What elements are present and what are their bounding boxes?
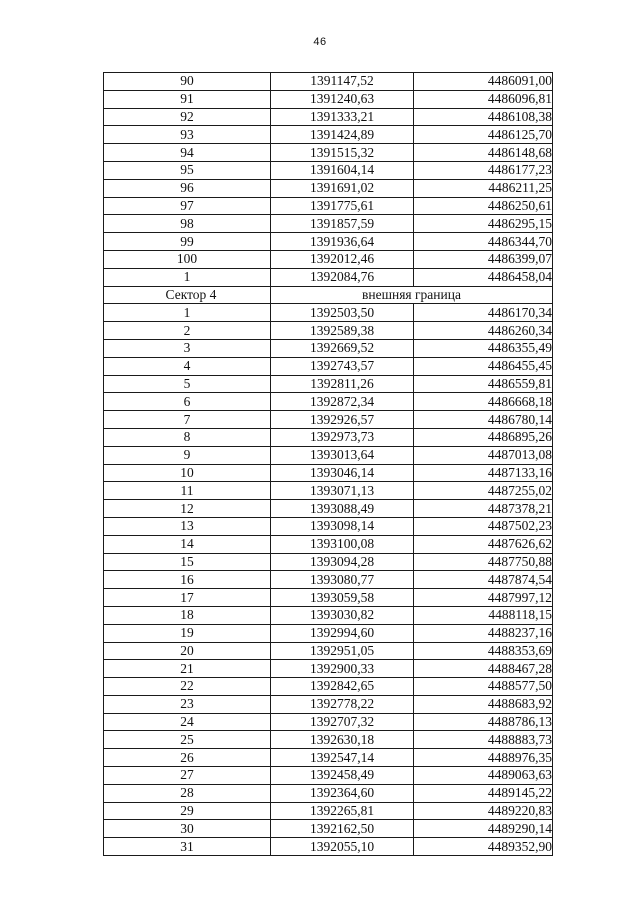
x-coordinate-cell: 1391691,02	[271, 179, 414, 197]
y-coordinate-cell: 4486458,04	[414, 268, 553, 286]
x-coordinate-cell: 1391333,21	[271, 108, 414, 126]
point-number-cell: 10	[104, 464, 271, 482]
x-coordinate-cell: 1392900,33	[271, 660, 414, 678]
point-number-cell: 98	[104, 215, 271, 233]
point-number-cell: 92	[104, 108, 271, 126]
x-coordinate-cell: 1391775,61	[271, 197, 414, 215]
table-row	[104, 268, 553, 286]
x-coordinate-cell: 1392973,73	[271, 428, 414, 446]
table-row	[104, 197, 553, 215]
point-number-cell: 23	[104, 695, 271, 713]
x-coordinate-cell: 1391936,64	[271, 233, 414, 251]
x-coordinate-cell: 1393094,28	[271, 553, 414, 571]
point-number-cell: 31	[104, 838, 271, 856]
y-coordinate-cell: 4487378,21	[414, 500, 553, 518]
table-row	[104, 660, 553, 678]
table-row	[104, 500, 553, 518]
y-coordinate-cell: 4489290,14	[414, 820, 553, 838]
point-number-cell: 15	[104, 553, 271, 571]
x-coordinate-cell: 1392503,50	[271, 304, 414, 322]
y-coordinate-cell: 4488683,92	[414, 695, 553, 713]
y-coordinate-cell: 4486668,18	[414, 393, 553, 411]
point-number-cell: 2	[104, 322, 271, 340]
x-coordinate-cell: 1392951,05	[271, 642, 414, 660]
x-coordinate-cell: 1393059,58	[271, 589, 414, 607]
x-coordinate-cell: 1392589,38	[271, 322, 414, 340]
point-number-cell: 100	[104, 250, 271, 268]
y-coordinate-cell: 4486295,15	[414, 215, 553, 233]
table-row	[104, 233, 553, 251]
table-row	[104, 375, 553, 393]
point-number-cell: 24	[104, 713, 271, 731]
point-number-cell: 21	[104, 660, 271, 678]
point-number-cell: 94	[104, 144, 271, 162]
y-coordinate-cell: 4488883,73	[414, 731, 553, 749]
sector-header-row	[104, 286, 553, 304]
table-row	[104, 179, 553, 197]
point-number-cell: 30	[104, 820, 271, 838]
x-coordinate-cell: 1393088,49	[271, 500, 414, 518]
point-number-cell: 25	[104, 731, 271, 749]
x-coordinate-cell: 1392084,76	[271, 268, 414, 286]
table-row	[104, 642, 553, 660]
point-number-cell: 20	[104, 642, 271, 660]
y-coordinate-cell: 4488118,15	[414, 606, 553, 624]
x-coordinate-cell: 1393098,14	[271, 517, 414, 535]
point-number-cell: 11	[104, 482, 271, 500]
table-row	[104, 126, 553, 144]
point-number-cell: 28	[104, 784, 271, 802]
table-row	[104, 357, 553, 375]
y-coordinate-cell: 4487750,88	[414, 553, 553, 571]
point-number-cell: 27	[104, 767, 271, 785]
table-row	[104, 517, 553, 535]
x-coordinate-cell: 1393080,77	[271, 571, 414, 589]
point-number-cell: 1	[104, 268, 271, 286]
sector-boundary-label: внешняя граница	[271, 286, 553, 304]
y-coordinate-cell: 4487133,16	[414, 464, 553, 482]
table-row	[104, 713, 553, 731]
y-coordinate-cell: 4488237,16	[414, 624, 553, 642]
table-row	[104, 553, 553, 571]
y-coordinate-cell: 4487502,23	[414, 517, 553, 535]
y-coordinate-cell: 4486177,23	[414, 161, 553, 179]
table-row	[104, 411, 553, 429]
table-row	[104, 73, 553, 91]
x-coordinate-cell: 1393100,08	[271, 535, 414, 553]
y-coordinate-cell: 4486559,81	[414, 375, 553, 393]
point-number-cell: 93	[104, 126, 271, 144]
table-row	[104, 571, 553, 589]
x-coordinate-cell: 1392811,26	[271, 375, 414, 393]
y-coordinate-cell: 4486125,70	[414, 126, 553, 144]
table-row	[104, 535, 553, 553]
table-row	[104, 838, 553, 856]
table-row	[104, 767, 553, 785]
y-coordinate-cell: 4487255,02	[414, 482, 553, 500]
y-coordinate-cell: 4486170,34	[414, 304, 553, 322]
point-number-cell: 5	[104, 375, 271, 393]
coordinates-rows-after	[104, 304, 553, 856]
y-coordinate-cell: 4488353,69	[414, 642, 553, 660]
table-row	[104, 250, 553, 268]
table-row	[104, 161, 553, 179]
x-coordinate-cell: 1392012,46	[271, 250, 414, 268]
y-coordinate-cell: 4486895,26	[414, 428, 553, 446]
x-coordinate-cell: 1392842,65	[271, 678, 414, 696]
y-coordinate-cell: 4487997,12	[414, 589, 553, 607]
x-coordinate-cell: 1393030,82	[271, 606, 414, 624]
table-row	[104, 446, 553, 464]
table-row	[104, 393, 553, 411]
y-coordinate-cell: 4487626,62	[414, 535, 553, 553]
point-number-cell: 22	[104, 678, 271, 696]
table-row	[104, 428, 553, 446]
x-coordinate-cell: 1391240,63	[271, 90, 414, 108]
y-coordinate-cell: 4488786,13	[414, 713, 553, 731]
point-number-cell: 97	[104, 197, 271, 215]
y-coordinate-cell: 4488976,35	[414, 749, 553, 767]
y-coordinate-cell: 4487874,54	[414, 571, 553, 589]
point-number-cell: 19	[104, 624, 271, 642]
y-coordinate-cell: 4487013,08	[414, 446, 553, 464]
point-number-cell: 29	[104, 802, 271, 820]
x-coordinate-cell: 1393071,13	[271, 482, 414, 500]
point-number-cell: 7	[104, 411, 271, 429]
point-number-cell: 6	[104, 393, 271, 411]
table-row	[104, 144, 553, 162]
point-number-cell: 90	[104, 73, 271, 91]
point-number-cell: 13	[104, 517, 271, 535]
y-coordinate-cell: 4489352,90	[414, 838, 553, 856]
y-coordinate-cell: 4489220,83	[414, 802, 553, 820]
point-number-cell: 99	[104, 233, 271, 251]
x-coordinate-cell: 1392547,14	[271, 749, 414, 767]
x-coordinate-cell: 1391515,32	[271, 144, 414, 162]
x-coordinate-cell: 1393046,14	[271, 464, 414, 482]
point-number-cell: 17	[104, 589, 271, 607]
point-number-cell: 95	[104, 161, 271, 179]
point-number-cell: 8	[104, 428, 271, 446]
y-coordinate-cell: 4486344,70	[414, 233, 553, 251]
x-coordinate-cell: 1392778,22	[271, 695, 414, 713]
point-number-cell: 16	[104, 571, 271, 589]
point-number-cell: 3	[104, 339, 271, 357]
sector-label: Сектор 4	[104, 286, 271, 304]
x-coordinate-cell: 1391604,14	[271, 161, 414, 179]
y-coordinate-cell: 4489063,63	[414, 767, 553, 785]
table-row	[104, 678, 553, 696]
table-row	[104, 820, 553, 838]
x-coordinate-cell: 1392926,57	[271, 411, 414, 429]
table-row	[104, 624, 553, 642]
y-coordinate-cell: 4486455,45	[414, 357, 553, 375]
x-coordinate-cell: 1392630,18	[271, 731, 414, 749]
point-number-cell: 12	[104, 500, 271, 518]
point-number-cell: 14	[104, 535, 271, 553]
sector-header-group	[104, 286, 553, 304]
y-coordinate-cell: 4488467,28	[414, 660, 553, 678]
point-number-cell: 9	[104, 446, 271, 464]
table-row	[104, 339, 553, 357]
y-coordinate-cell: 4486096,81	[414, 90, 553, 108]
x-coordinate-cell: 1392364,60	[271, 784, 414, 802]
table-row	[104, 784, 553, 802]
x-coordinate-cell: 1392055,10	[271, 838, 414, 856]
y-coordinate-cell: 4489145,22	[414, 784, 553, 802]
point-number-cell: 96	[104, 179, 271, 197]
x-coordinate-cell: 1392669,52	[271, 339, 414, 357]
table-row	[104, 304, 553, 322]
x-coordinate-cell: 1392162,50	[271, 820, 414, 838]
point-number-cell: 18	[104, 606, 271, 624]
x-coordinate-cell: 1391424,89	[271, 126, 414, 144]
table-row	[104, 606, 553, 624]
table-row	[104, 108, 553, 126]
x-coordinate-cell: 1392707,32	[271, 713, 414, 731]
x-coordinate-cell: 1392994,60	[271, 624, 414, 642]
table-row	[104, 90, 553, 108]
table-row	[104, 695, 553, 713]
x-coordinate-cell: 1392872,34	[271, 393, 414, 411]
x-coordinate-cell: 1392265,81	[271, 802, 414, 820]
x-coordinate-cell: 1391857,59	[271, 215, 414, 233]
table-row	[104, 482, 553, 500]
y-coordinate-cell: 4486399,07	[414, 250, 553, 268]
table-row	[104, 802, 553, 820]
y-coordinate-cell: 4486250,61	[414, 197, 553, 215]
x-coordinate-cell: 1392743,57	[271, 357, 414, 375]
y-coordinate-cell: 4486355,49	[414, 339, 553, 357]
y-coordinate-cell: 4486780,14	[414, 411, 553, 429]
table-row	[104, 589, 553, 607]
x-coordinate-cell: 1392458,49	[271, 767, 414, 785]
y-coordinate-cell: 4486148,68	[414, 144, 553, 162]
point-number-cell: 91	[104, 90, 271, 108]
table-row	[104, 322, 553, 340]
table-row	[104, 731, 553, 749]
y-coordinate-cell: 4486260,34	[414, 322, 553, 340]
y-coordinate-cell: 4486108,38	[414, 108, 553, 126]
table-row	[104, 464, 553, 482]
coordinates-table	[103, 72, 553, 856]
x-coordinate-cell: 1391147,52	[271, 73, 414, 91]
page-number: 46	[313, 36, 327, 48]
y-coordinate-cell: 4486091,00	[414, 73, 553, 91]
table-row	[104, 215, 553, 233]
y-coordinate-cell: 4488577,50	[414, 678, 553, 696]
x-coordinate-cell: 1393013,64	[271, 446, 414, 464]
point-number-cell: 26	[104, 749, 271, 767]
point-number-cell: 4	[104, 357, 271, 375]
y-coordinate-cell: 4486211,25	[414, 179, 553, 197]
coordinates-rows-before	[104, 73, 553, 287]
table-row	[104, 749, 553, 767]
point-number-cell: 1	[104, 304, 271, 322]
